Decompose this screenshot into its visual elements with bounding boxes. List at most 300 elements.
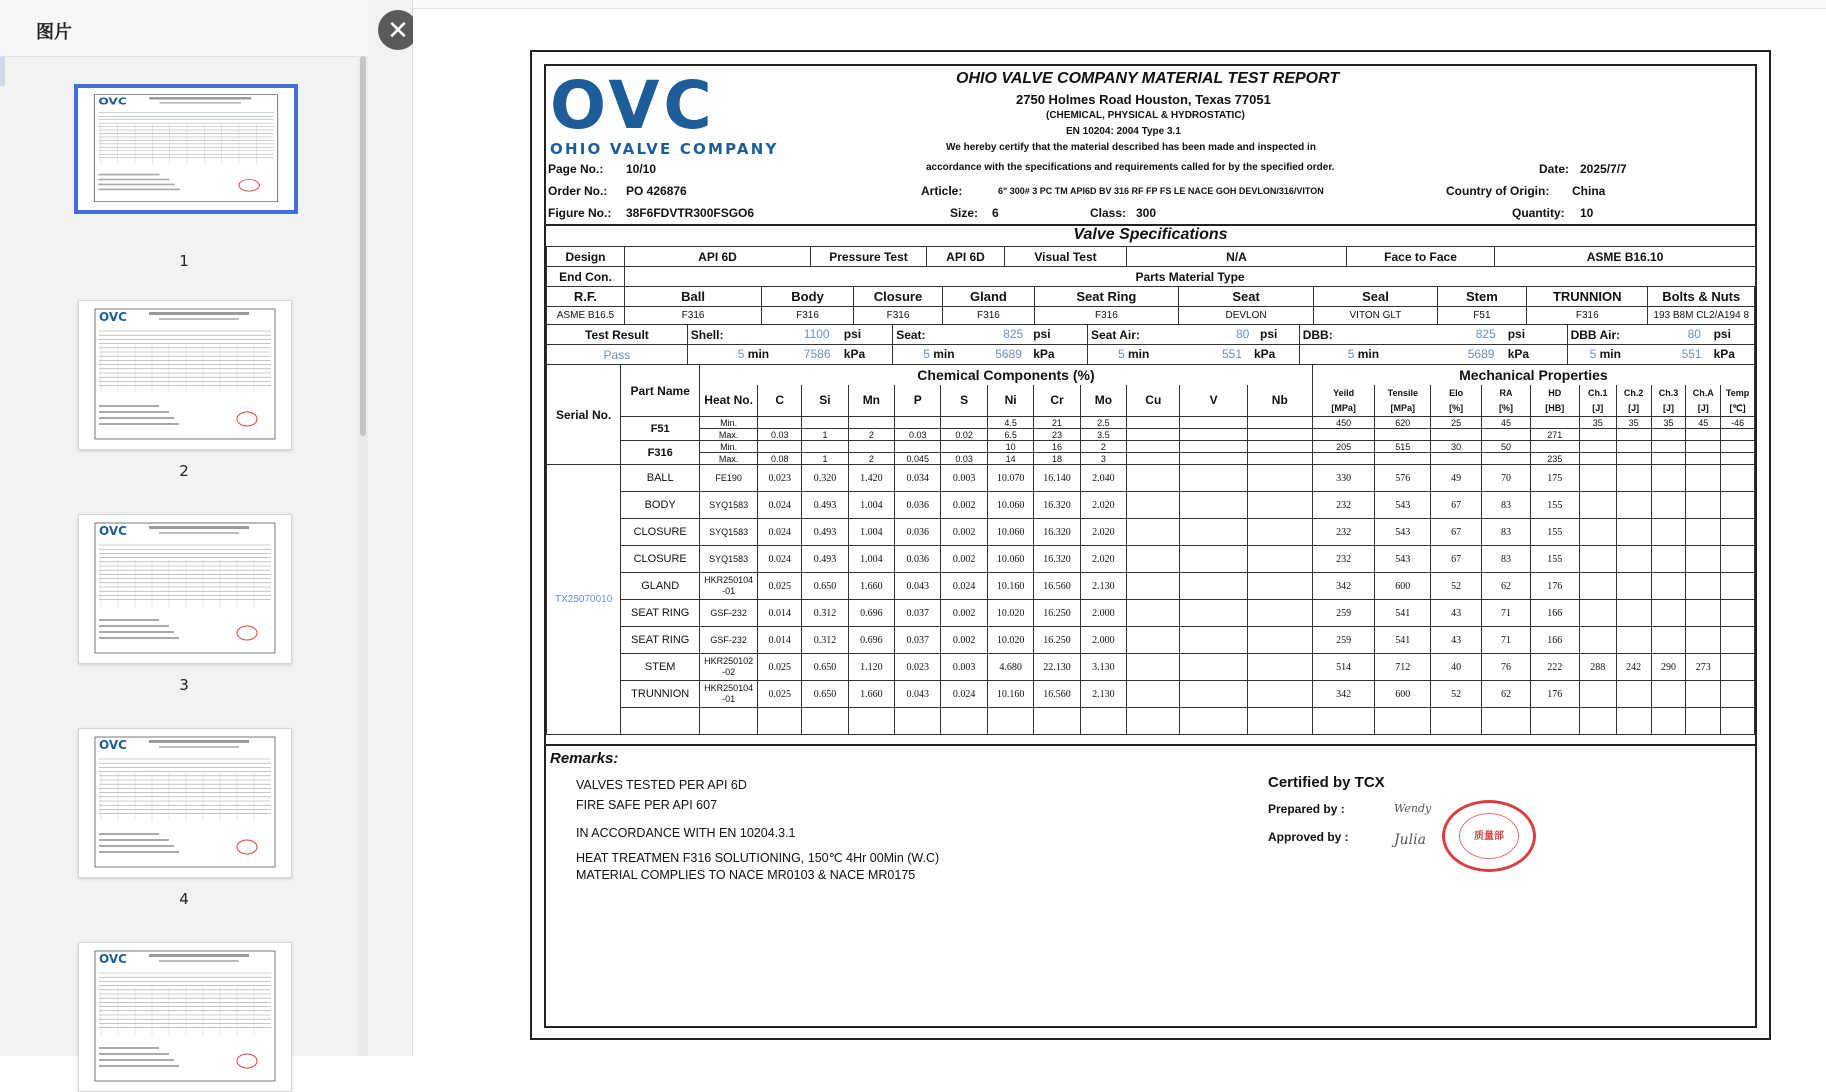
chem-value: 0.024: [758, 546, 802, 573]
document-viewer[interactable]: [413, 0, 1826, 1056]
limit-row: [547, 441, 1755, 453]
chem-value: 0.037: [895, 600, 941, 627]
visual-label: Visual Test: [1005, 247, 1127, 267]
heat-no: [700, 708, 758, 735]
mech-value: [1616, 708, 1651, 735]
chem-value: [1127, 465, 1180, 492]
seat-label: Seat:: [896, 327, 926, 342]
limit-chem-cell: [802, 417, 848, 429]
heat-no: HKR250104-01: [700, 681, 758, 708]
chem-value: 2.000: [1080, 627, 1126, 654]
dbb-air-min-value: 5: [1589, 347, 1597, 361]
mech-col-unit: [J]: [1651, 401, 1686, 417]
limit-chem-cell: 21: [1034, 417, 1080, 429]
limit-chem-cell: [941, 441, 987, 453]
mech-value: [1431, 708, 1482, 735]
serial-no: TX25070010: [547, 465, 621, 735]
limit-mech-cell: 620: [1375, 417, 1431, 429]
mech-value: 175: [1530, 465, 1579, 492]
chem-value: [1127, 519, 1180, 546]
sidebar-scrollbar-thumb[interactable]: [360, 56, 366, 436]
mech-value: 543: [1375, 519, 1431, 546]
dbb-label: DBB:: [1302, 327, 1333, 342]
chem-value: 2.020: [1080, 546, 1126, 573]
limit-mech-cell: [1616, 441, 1651, 453]
chem-value: 0.493: [802, 492, 848, 519]
mech-value: 40: [1431, 654, 1482, 681]
limit-kind: Max.: [700, 429, 758, 441]
limit-chem-cell: 1: [802, 453, 848, 465]
seat-kpa-unit: kPa: [1033, 347, 1055, 361]
limit-mech-cell: 35: [1651, 417, 1686, 429]
mech-value: 176: [1530, 681, 1579, 708]
quantity-label: Quantity:: [1512, 206, 1565, 220]
parts-header-cell: Closure: [853, 287, 942, 307]
limit-chem-cell: [1247, 417, 1312, 429]
mech-value: 259: [1312, 627, 1375, 654]
mech-value: 155: [1530, 519, 1579, 546]
mech-value: [1579, 465, 1616, 492]
mech-value: 543: [1375, 546, 1431, 573]
dbb-kpa: 5689: [1467, 347, 1495, 361]
svg-text:OVC: OVC: [99, 738, 127, 752]
sidebar-title: 图片: [36, 22, 72, 43]
limit-mech-cell: [1530, 441, 1579, 453]
limit-mech-cell: [1530, 417, 1579, 429]
parts-value-cell: VITON GLT: [1314, 307, 1438, 325]
dbb-psi: 825: [1475, 327, 1496, 341]
shell-psi: 1100: [803, 327, 830, 341]
limit-chem-cell: [895, 417, 941, 429]
limit-mech-cell: [1651, 453, 1686, 465]
mech-value: 330: [1312, 465, 1375, 492]
limit-mech-cell: 45: [1482, 417, 1531, 429]
chem-col-header: V: [1180, 385, 1247, 417]
pressure-label: Pressure Test: [811, 247, 927, 267]
mech-value: 273: [1686, 654, 1721, 681]
seat-min-unit: min: [933, 347, 955, 361]
mech-col-header: Temp: [1721, 385, 1755, 401]
mech-value: [1616, 519, 1651, 546]
thumbnail-preview: [79, 729, 291, 877]
shell-min-cell: [687, 345, 892, 365]
heat-no: HKR250102-02: [700, 654, 758, 681]
mech-col-header: RA: [1482, 385, 1531, 401]
remarks-divider: [546, 744, 1755, 746]
mech-value: [1651, 627, 1686, 654]
chem-value: 0.493: [802, 546, 848, 573]
mech-value: [1686, 708, 1721, 735]
chem-value: 0.003: [941, 654, 987, 681]
remark-line: FIRE SAFE PER API 607: [576, 798, 718, 812]
limit-chem-cell: 6.5: [987, 429, 1033, 441]
limit-mech-cell: [1375, 429, 1431, 441]
parts-value-cell: F316: [943, 307, 1035, 325]
prepared-by-label: Prepared by :: [1268, 802, 1345, 816]
thumbnail-page-number: 4: [179, 890, 189, 908]
chem-value: 0.037: [895, 627, 941, 654]
chem-col-header: C: [758, 385, 802, 417]
chem-value: 2.020: [1080, 492, 1126, 519]
chem-value: [1180, 546, 1247, 573]
chem-col-header: P: [895, 385, 941, 417]
part-name: BODY: [621, 492, 700, 519]
mech-value: [1721, 492, 1755, 519]
seat-air-psi: 80: [1235, 327, 1250, 341]
valve-spec-bar: [546, 224, 1755, 247]
mech-value: 290: [1651, 654, 1686, 681]
mech-value: 70: [1482, 465, 1531, 492]
stamp-text: 质量部: [1474, 831, 1504, 842]
parts-value-cell: F316: [1527, 307, 1648, 325]
mech-col-unit: [J]: [1579, 401, 1616, 417]
parts-header-cell: Seat Ring: [1034, 287, 1178, 307]
limit-material: F316: [621, 441, 700, 465]
limit-chem-cell: [848, 417, 894, 429]
limit-chem-cell: 0.02: [941, 429, 987, 441]
mech-col-header: Yeild: [1312, 385, 1375, 401]
limit-chem-cell: [848, 441, 894, 453]
chem-value: 3.130: [1080, 654, 1126, 681]
chem-value: 10.060: [987, 546, 1033, 573]
size: 6: [992, 206, 999, 220]
mech-value: 43: [1431, 627, 1482, 654]
mech-value: [1616, 681, 1651, 708]
parts-value-row: [547, 307, 1755, 325]
limit-chem-cell: 10: [987, 441, 1033, 453]
mech-value: 222: [1530, 654, 1579, 681]
limit-mech-cell: [1431, 453, 1482, 465]
mech-value: [1651, 546, 1686, 573]
mech-value: [1721, 465, 1755, 492]
chem-value: 0.014: [758, 600, 802, 627]
mech-col-header: Ch.1: [1579, 385, 1616, 401]
chem-value: 0.650: [802, 573, 848, 600]
mech-value: 62: [1482, 681, 1531, 708]
chem-value: [1080, 708, 1126, 735]
page-thumbnail[interactable]: [78, 942, 292, 1092]
parts-label: Parts Material Type: [625, 267, 1756, 287]
part-name: SEAT RING: [621, 600, 700, 627]
chem-value: 0.023: [895, 654, 941, 681]
approved-signature: Julia: [1394, 832, 1426, 848]
chem-value: 0.696: [848, 627, 894, 654]
chem-value: [1247, 681, 1312, 708]
limit-kind: Min.: [700, 441, 758, 453]
chem-value: [1127, 546, 1180, 573]
mech-value: [1721, 546, 1755, 573]
chem-value: 16.320: [1034, 492, 1080, 519]
seat-psi-unit: psi: [1033, 327, 1051, 341]
chem-value: 16.320: [1034, 546, 1080, 573]
dbb-air-min-unit: min: [1599, 347, 1621, 361]
page-no-label: Page No.:: [548, 162, 604, 176]
class-label: Class:: [1090, 206, 1127, 220]
chem-col-header: Mo: [1080, 385, 1126, 417]
heat-no: GSF-232: [700, 627, 758, 654]
mech-value: [1686, 600, 1721, 627]
chem-value: [1180, 600, 1247, 627]
mech-col-header: Ch.3: [1651, 385, 1686, 401]
chem-value: 0.650: [802, 681, 848, 708]
mech-value: [1651, 681, 1686, 708]
shell-min-unit: min: [747, 347, 770, 361]
approved-by-label: Approved by :: [1268, 830, 1349, 844]
part-name: [621, 708, 700, 735]
limit-chem-cell: [1247, 429, 1312, 441]
chem-value: 4.680: [987, 654, 1033, 681]
chem-value: [1127, 492, 1180, 519]
mech-value: [1312, 708, 1375, 735]
chem-value: 0.036: [895, 492, 941, 519]
remark-line: IN ACCORDANCE WITH EN 10204.3.1: [576, 826, 796, 840]
heat-no: GSF-232: [700, 600, 758, 627]
dbb-min-unit: min: [1357, 347, 1380, 361]
mech-value: 259: [1312, 600, 1375, 627]
mech-value: 49: [1431, 465, 1482, 492]
mech-value: 232: [1312, 546, 1375, 573]
report-title: OHIO VALVE COMPANY MATERIAL TEST REPORT: [956, 70, 1340, 87]
table-row: [547, 465, 1755, 492]
svg-text:OVC: OVC: [99, 952, 127, 966]
mech-value: [1651, 519, 1686, 546]
chem-value: 0.650: [802, 654, 848, 681]
chem-value: 1.420: [848, 465, 894, 492]
close-icon[interactable]: ✕: [378, 10, 418, 50]
dbb-air-label: DBB Air:: [1570, 327, 1621, 342]
chem-value: 0.002: [941, 627, 987, 654]
limit-mech-cell: [1686, 441, 1721, 453]
dbb-air-cell: [1567, 325, 1754, 345]
mech-col-unit: [℃]: [1721, 401, 1755, 417]
page-thumbnail[interactable]: [78, 514, 292, 664]
limit-chem-cell: [1127, 429, 1180, 441]
mech-col-unit: [J]: [1616, 401, 1651, 417]
mech-col-header: Tensile: [1375, 385, 1431, 401]
viewer-top-bar: [413, 0, 1826, 9]
mech-value: [1651, 465, 1686, 492]
chem-value: 22.130: [1034, 654, 1080, 681]
part-name: CLOSURE: [621, 546, 700, 573]
chem-value: 16.250: [1034, 600, 1080, 627]
remark-line: MATERIAL COMPLIES TO NACE MR0103 & NACE MR0175: [576, 868, 916, 882]
part-name: CLOSURE: [621, 519, 700, 546]
limit-mech-cell: [1579, 453, 1616, 465]
parts-value-cell: 193 B8M CL2/A194 8: [1648, 307, 1755, 325]
mech-value: 67: [1431, 546, 1482, 573]
mech-value: [1616, 600, 1651, 627]
thumbnail-preview: [79, 943, 291, 1091]
limit-chem-cell: 4.5: [987, 417, 1033, 429]
mech-value: 83: [1482, 546, 1531, 573]
chem-value: [1127, 654, 1180, 681]
ovc-logo: OVC: [550, 67, 716, 144]
chem-value: 0.002: [941, 492, 987, 519]
limit-chem-cell: [1180, 429, 1247, 441]
limit-mech-cell: 50: [1482, 441, 1531, 453]
test-result-table: [546, 324, 1755, 365]
chem-value: 0.320: [802, 465, 848, 492]
limit-chem-cell: [1180, 417, 1247, 429]
sidebar-header: [0, 0, 368, 57]
mech-value: [1651, 492, 1686, 519]
seat-air-kpa: 551: [1221, 347, 1243, 361]
chem-value: [987, 708, 1033, 735]
limit-mech-cell: 515: [1375, 441, 1431, 453]
chem-value: 0.312: [802, 627, 848, 654]
mech-value: 541: [1375, 600, 1431, 627]
seat-air-label: Seat Air:: [1090, 327, 1140, 342]
chem-value: [1127, 708, 1180, 735]
components-section: [546, 364, 1755, 744]
chem-value: 16.140: [1034, 465, 1080, 492]
mech-value: [1579, 681, 1616, 708]
mech-value: [1686, 492, 1721, 519]
chem-value: 0.036: [895, 546, 941, 573]
quantity: 10: [1580, 206, 1594, 220]
prepared-signature: Wendy: [1394, 802, 1432, 815]
class: 300: [1136, 206, 1157, 220]
chem-value: [1247, 600, 1312, 627]
limit-chem-cell: 14: [987, 453, 1033, 465]
mech-value: [1616, 546, 1651, 573]
article: 6" 300# 3 PC TM API6D BV 316 RF FP FS LE NACE GOH DEVLON/316/VITON: [998, 186, 1324, 196]
mech-value: 576: [1375, 465, 1431, 492]
components-table: [546, 364, 1755, 735]
chem-value: 1.004: [848, 492, 894, 519]
test-result-value: Pass: [547, 345, 688, 365]
shell-min-value: 5: [737, 347, 745, 361]
mech-value: 541: [1375, 627, 1431, 654]
limit-mech-cell: 271: [1530, 429, 1579, 441]
chem-value: 10.020: [987, 627, 1033, 654]
table-row: [547, 600, 1755, 627]
mech-value: 288: [1579, 654, 1616, 681]
limit-row: [547, 453, 1755, 465]
svg-text:OVC: OVC: [99, 524, 127, 538]
mech-value: [1686, 465, 1721, 492]
mech-value: [1530, 708, 1579, 735]
shell-psi-unit: psi: [843, 327, 862, 341]
dbb-min-cell: [1299, 345, 1567, 365]
svg-text:OVC: OVC: [98, 95, 127, 108]
mech-value: [1686, 573, 1721, 600]
part-name: GLAND: [621, 573, 700, 600]
dbb-air-psi-unit: psi: [1713, 327, 1731, 341]
part-name: TRUNNION: [621, 681, 700, 708]
limit-mech-cell: [1616, 429, 1651, 441]
mech-value: 76: [1482, 654, 1531, 681]
chem-value: 10.160: [987, 573, 1033, 600]
chem-value: 0.043: [895, 573, 941, 600]
mech-value: 67: [1431, 519, 1482, 546]
limit-kind: Min.: [700, 417, 758, 429]
mech-value: [1721, 627, 1755, 654]
limit-mech-cell: [1721, 429, 1755, 441]
date-label: Date:: [1539, 162, 1570, 176]
mech-value: 600: [1375, 573, 1431, 600]
design-label: Design: [547, 247, 625, 267]
remarks-title: Remarks:: [550, 750, 619, 767]
chem-value: 2.130: [1080, 681, 1126, 708]
table-row: [547, 573, 1755, 600]
limit-mech-cell: [1579, 441, 1616, 453]
mech-value: [1651, 573, 1686, 600]
mech-value: [1651, 600, 1686, 627]
size-label: Size:: [950, 206, 979, 220]
mech-value: 155: [1530, 492, 1579, 519]
mech-value: [1616, 492, 1651, 519]
mech-value: [1686, 546, 1721, 573]
chem-col-header: Ni: [987, 385, 1033, 417]
shell-cell: [687, 325, 892, 345]
limit-chem-cell: 2: [848, 429, 894, 441]
chem-value: [1180, 627, 1247, 654]
limit-row: [547, 429, 1755, 441]
seat-air-min-cell: [1087, 345, 1299, 365]
mech-value: 712: [1375, 654, 1431, 681]
mech-col-unit: [HB]: [1530, 401, 1579, 417]
dbb-min-value: 5: [1347, 347, 1355, 361]
parts-header-cell: Bolts & Nuts: [1648, 287, 1755, 307]
en-standard: EN 10204: 2004 Type 3.1: [1066, 126, 1181, 137]
thumbnail-page-number: 2: [179, 462, 189, 480]
limit-chem-cell: 0.08: [758, 453, 802, 465]
company-address: 2750 Holmes Road Houston, Texas 77051: [1016, 92, 1271, 107]
parts-header-row: [547, 287, 1755, 307]
limit-chem-cell: [1127, 453, 1180, 465]
limit-chem-cell: 0.03: [941, 453, 987, 465]
chem-value: 0.696: [848, 600, 894, 627]
page-thumbnail[interactable]: [78, 728, 292, 878]
remark-line: VALVES TESTED PER API 6D: [576, 778, 747, 792]
certify-line-1: We hereby certify that the material described has been made and inspected in: [946, 142, 1316, 153]
dbb-air-min-cell: [1567, 345, 1754, 365]
chem-value: 2.040: [1080, 465, 1126, 492]
valve-spec-table: [546, 246, 1756, 287]
mech-value: 600: [1375, 681, 1431, 708]
limit-chem-cell: 0.03: [895, 429, 941, 441]
parts-header-cell: TRUNNION: [1527, 287, 1648, 307]
document-page: [530, 50, 1771, 1040]
valve-spec-title: Valve Specifications: [1073, 226, 1228, 243]
limit-chem-cell: [1127, 441, 1180, 453]
thumbnail-preview: [78, 88, 294, 210]
mech-value: 67: [1431, 492, 1482, 519]
seat-air-kpa-unit: kPa: [1253, 347, 1276, 361]
mech-col-header: HD: [1530, 385, 1579, 401]
mech-value: [1721, 654, 1755, 681]
seat-air-cell: [1087, 325, 1299, 345]
chem-value: 0.493: [802, 519, 848, 546]
chem-col-header: Mn: [848, 385, 894, 417]
chem-value: 0.024: [941, 681, 987, 708]
mech-value: 176: [1530, 573, 1579, 600]
limit-mech-cell: 25: [1431, 417, 1482, 429]
limit-chem-cell: [1180, 441, 1247, 453]
chem-value: [1180, 519, 1247, 546]
limit-chem-cell: [941, 417, 987, 429]
chem-value: 0.024: [758, 519, 802, 546]
chem-value: 0.025: [758, 573, 802, 600]
page-thumbnail[interactable]: [74, 84, 298, 214]
limit-chem-cell: 3: [1080, 453, 1126, 465]
page-thumbnail[interactable]: [78, 300, 292, 450]
mech-value: 43: [1431, 600, 1482, 627]
seat-min-value: 5: [923, 347, 930, 361]
mech-value: 71: [1482, 600, 1531, 627]
seat-air-min-unit: min: [1127, 347, 1150, 361]
